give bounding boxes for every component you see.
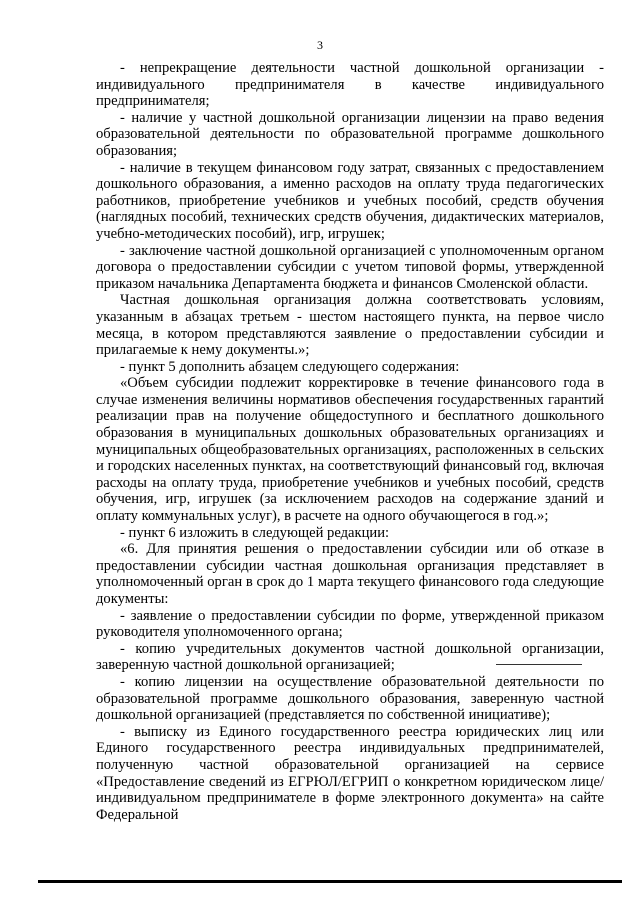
- paragraph: - копию лицензии на осуществление образовательной деятельности по образовательной программе дошкольного образования, заверенную частной дошкольной организацией (представляется по собственной инициативе);: [96, 673, 604, 724]
- paragraph: - наличие у частной дошкольной организации лицензии на право ведения образовательной деятельности по образовательной программе дошкольного образования;: [96, 109, 604, 159]
- paragraph: «6. Для принятия решения о предоставлении субсидии или об отказе в предоставлении субсидии частная дошкольная организация представляет в уполномоченный орган в срок до 1 марта текущего финансового года следующие документы:: [96, 541, 604, 607]
- paragraph: - заключение частной дошкольной организацией с уполномоченным органом договора о предоставлении субсидии с учетом типовой формы, утвержденной приказом начальника Департамента бюджета и финансов Смоленской области.: [96, 242, 604, 292]
- page-number: 3: [317, 38, 323, 52]
- bottom-rule: [38, 880, 622, 883]
- paragraph: - наличие в текущем финансовом году затрат, связанных с предоставлением дошкольного образования, а именно расходов на оплату труда педагогических работников, приобретение учебников и учебных пособий, средств обучения (наглядных пособий, технических средств обучения, дидактических материалов, учебно-методических пособий), игр, игрушек;: [96, 159, 604, 242]
- paragraph: - пункт 6 изложить в следующей редакции:: [120, 524, 390, 541]
- paragraph: - выписку из Единого государственного реестра юридических лиц или Единого государственного реестра индивидуальных предпринимателей, полученную частной образовательной организацией на сервисе «Предоставление сведений из ЕГРЮЛ/ЕГРИП о конкретном юридическом лице/индивидуальном предпринимателе в форме электронного документа» на сайте Федеральной: [96, 723, 604, 823]
- scan-mark: [496, 664, 582, 665]
- paragraph: «Объем субсидии подлежит корректировке в течение финансового года в случае изменения величины нормативов обеспечения государственных гарантий реализации прав на получение общедоступного и бесплатного дошкольного образования в муниципальных дошкольных образовательных организациях и муниципальных общеобразовательных организациях, расположенных в сельских и городских населенных пунктах, на соответствующий финансовый год, включая расходы на оплату труда, приобретение учебников и учебных пособий, средств обучения, игр, игрушек (за исключением расходов на содержание зданий и оплату коммунальных услуг), в расчете на одного обучающегося в год.»;: [96, 375, 604, 525]
- paragraph: - заявление о предоставлении субсидии по форме, утвержденной приказом руководителя уполномоченного органа;: [96, 607, 604, 641]
- paragraph: Частная дошкольная организация должна соответствовать условиям, указанным в абзацах третьем - шестом настоящего пункта, на первое число месяца, в котором представляются заявление о предоставлении субсидии и прилагаемые к нему документы.»;: [96, 292, 604, 359]
- paragraph: - пункт 5 дополнить абзацем следующего содержания:: [120, 358, 460, 375]
- paragraph: - копию учредительных документов частной дошкольной организации, заверенную частной дошкольной организацией;: [96, 640, 604, 674]
- document-body: [96, 60, 604, 823]
- paragraph: - непрекращение деятельности частной дошкольной организации - индивидуального предпринимателя в качестве индивидуального предпринимателя;: [96, 60, 604, 110]
